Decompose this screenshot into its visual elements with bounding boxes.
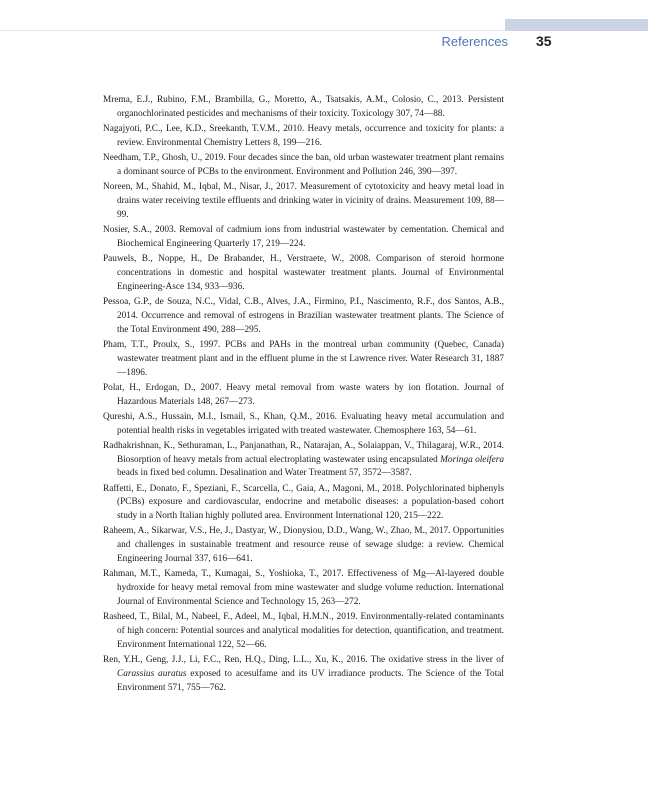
species-name: Moringa oleifera	[440, 454, 504, 465]
reference-item: Rahman, M.T., Kameda, T., Kumagai, S., Yoshioka, T., 2017. Effectiveness of Mg—Al-layered double hydroxide for heavy metal removal from mine wastewater and sludge volume reduction. International Journal of Environmental Science and Technology 15, 263—272.	[103, 569, 504, 608]
reference-item: Qureshi, A.S., Hussain, M.I., Ismail, S., Khan, Q.M., 2016. Evaluating heavy metal accumulation and potential health risks in vegetables irrigated with treated wastewater. Chemosphere 163, 54—61.	[103, 411, 504, 436]
reference-item: Rasheed, T., Bilal, M., Nabeel, F., Adeel, M., Iqbal, H.M.N., 2019. Environmentally-related contaminants of high concern: Potential sources and analytical modalities for detection, quantification, and treatment. Environment International 122, 52—66.	[103, 612, 504, 651]
reference-item: Nagajyoti, P.C., Lee, K.D., Sreekanth, T.V.M., 2010. Heavy metals, occurrence and toxicity for plants: a review. Environmental Chemistry Letters 8, 199—216.	[103, 124, 504, 148]
reference-item: Pauwels, B., Noppe, H., De Brabander, H., Verstraete, W., 2008. Comparison of steroid hormone concentrations in domestic and hospital wastewater treatment plants. Journal of Environmental Engineering-Asce 134, 933—936.	[103, 253, 504, 292]
reference-item: Ren, Y.H., Geng, J.J., Li, F.C., Ren, H.Q., Ding, L.L., Xu, K., 2016. The oxidative stress in the liver of Carassius auratus exposed to acesulfame and its UV irradiance products. The Science of the Total Environment 571, 755—762.	[103, 655, 504, 693]
reference-item: Nosier, S.A., 2003. Removal of cadmium ions from industrial wastewater by cementation. Chemical and Biochemical Engineering Quarterly 17, 219—224.	[103, 224, 504, 249]
reference-item: Pessoa, G.P., de Souza, N.C., Vidal, C.B., Alves, J.A., Firmino, P.I., Nascimento, R.F., dos Santos, A.B., 2014. Occurrence and removal of estrogens in Brazilian wastewater treatment plants. The Science of the Total Environment 490, 288—295.	[103, 296, 504, 335]
reference-item: Mrema, E.J., Rubino, F.M., Brambilla, G., Moretto, A., Tsatsakis, A.M., Colosio, C., 2013. Persistent organochlorinated pesticides and mechanisms of their toxicity. Toxicology 307, 74—88.	[103, 95, 504, 119]
reference-item: Radhakrishnan, K., Sethuraman, L., Panjanathan, R., Natarajan, A., Solaiappan, V., Thilagaraj, W.R., 2014. Biosorption of heavy metals from actual electroplating wastewater using encapsulated Moringa oleifera beads in fixed bed column. Desalination and Water Treatment 57, 3572—3587.	[103, 440, 504, 479]
header-accent-bar	[505, 19, 648, 31]
species-name: Carassius auratus	[117, 669, 187, 680]
reference-item: Raffetti, E., Donato, F., Speziani, F., Scarcella, C., Gaia, A., Magoni, M., 2018. Polychlorinated biphenyls (PCBs) exposure and cardiovascular, endocrine and metabolic diseases: a population-based cohort study in a North Italian highly polluted area. Environment International 120, 215—222.	[103, 483, 504, 522]
page-number: 35	[536, 33, 552, 49]
reference-item: Raheem, A., Sikarwar, V.S., He, J., Dastyar, W., Dionysiou, D.D., Wang, W., Zhao, M., 2017. Opportunities and challenges in sustainable treatment and resource reuse of sewage sludge: a review. Chemical Engineering Journal 337, 616—641.	[103, 526, 504, 565]
running-header-title: References	[441, 34, 508, 49]
reference-list	[103, 94, 504, 697]
reference-item: Noreen, M., Shahid, M., Iqbal, M., Nisar, J., 2017. Measurement of cytotoxicity and heavy metal load in drains water receiving textile effluents and drinking water in vicinity of drains. Measurement 109, 88—99.	[103, 182, 504, 220]
reference-item: Needham, T.P., Ghosh, U., 2019. Four decades since the ban, old urban wastewater treatment plant remains a dominant source of PCBs to the environment. Environment and Pollution 246, 390—397.	[103, 153, 504, 177]
reference-item: Polat, H., Erdogan, D., 2007. Heavy metal removal from waste waters by ion flotation. Journal of Hazardous Materials 148, 267—273.	[103, 382, 504, 407]
reference-item: Pham, T.T., Proulx, S., 1997. PCBs and PAHs in the montreal urban community (Quebec, Canada) wastewater treatment plant and in the effluent plume in the st Lawrence river. Water Research 31, 1887—1896.	[103, 339, 504, 378]
